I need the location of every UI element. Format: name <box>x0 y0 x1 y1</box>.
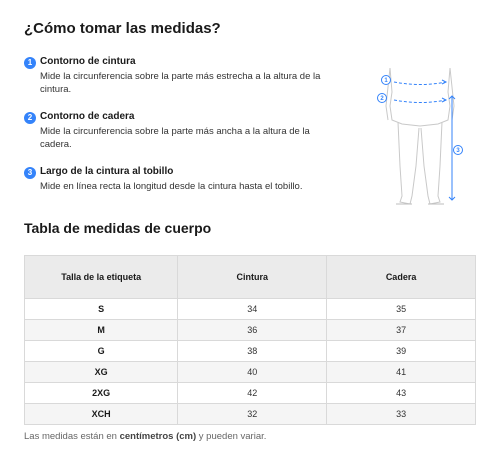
size-cell: S <box>25 299 178 320</box>
waist-cell: 36 <box>178 320 327 341</box>
step-length <box>24 166 344 196</box>
waist-cell: 42 <box>178 383 327 404</box>
waist-cell: 40 <box>178 362 327 383</box>
step-heading: Contorno de cintura <box>40 56 136 67</box>
step-description: Mide la circunferencia sobre la parte más ancha a la altura de la cadera. <box>40 126 310 150</box>
table-row <box>25 320 476 341</box>
footnote-prefix: Las medidas están en <box>24 431 120 442</box>
hip-cell: 37 <box>327 320 476 341</box>
size-table <box>24 255 476 425</box>
step-description: Mide en línea recta la longitud desde la cintura hasta el tobillo. <box>40 181 303 192</box>
size-cell: XCH <box>25 404 178 425</box>
waist-cell: 32 <box>178 404 327 425</box>
table-row <box>25 362 476 383</box>
step-description: Mide la circunferencia sobre la parte más estrecha a la altura de la cintura. <box>40 71 321 95</box>
table-row <box>25 404 476 425</box>
body-figure-icon <box>372 66 468 210</box>
step-hip <box>24 111 344 150</box>
table-title: Tabla de medidas de cuerpo <box>24 220 212 236</box>
step-heading: Largo de la cintura al tobillo <box>40 166 174 177</box>
size-cell: XG <box>25 362 178 383</box>
table-header-row <box>25 256 476 299</box>
svg-text:1: 1 <box>384 78 388 84</box>
size-cell: G <box>25 341 178 362</box>
svg-text:3: 3 <box>456 148 460 154</box>
step-waist <box>24 56 344 95</box>
table-row <box>25 383 476 404</box>
hip-cell: 35 <box>327 299 476 320</box>
table-row <box>25 341 476 362</box>
hip-cell: 41 <box>327 362 476 383</box>
column-header-waist: Cintura <box>178 256 327 299</box>
step-heading: Contorno de cadera <box>40 111 135 122</box>
waist-cell: 34 <box>178 299 327 320</box>
svg-text:2: 2 <box>380 96 384 102</box>
footnote-unit: centímetros (cm) <box>119 431 197 442</box>
column-header-size: Talla de la etiqueta <box>25 256 178 299</box>
step-number-badge: 1 <box>24 57 36 69</box>
footnote-suffix: y pueden variar. <box>196 431 267 442</box>
column-header-hip: Cadera <box>327 256 476 299</box>
hip-cell: 43 <box>327 383 476 404</box>
hip-cell: 39 <box>327 341 476 362</box>
waist-cell: 38 <box>178 341 327 362</box>
step-number-badge: 3 <box>24 167 36 179</box>
hip-cell: 33 <box>327 404 476 425</box>
size-cell: M <box>25 320 178 341</box>
page-title: ¿Cómo tomar las medidas? <box>24 20 221 37</box>
measurement-footnote <box>24 431 266 442</box>
table-row <box>25 299 476 320</box>
size-cell: 2XG <box>25 383 178 404</box>
step-number-badge: 2 <box>24 112 36 124</box>
